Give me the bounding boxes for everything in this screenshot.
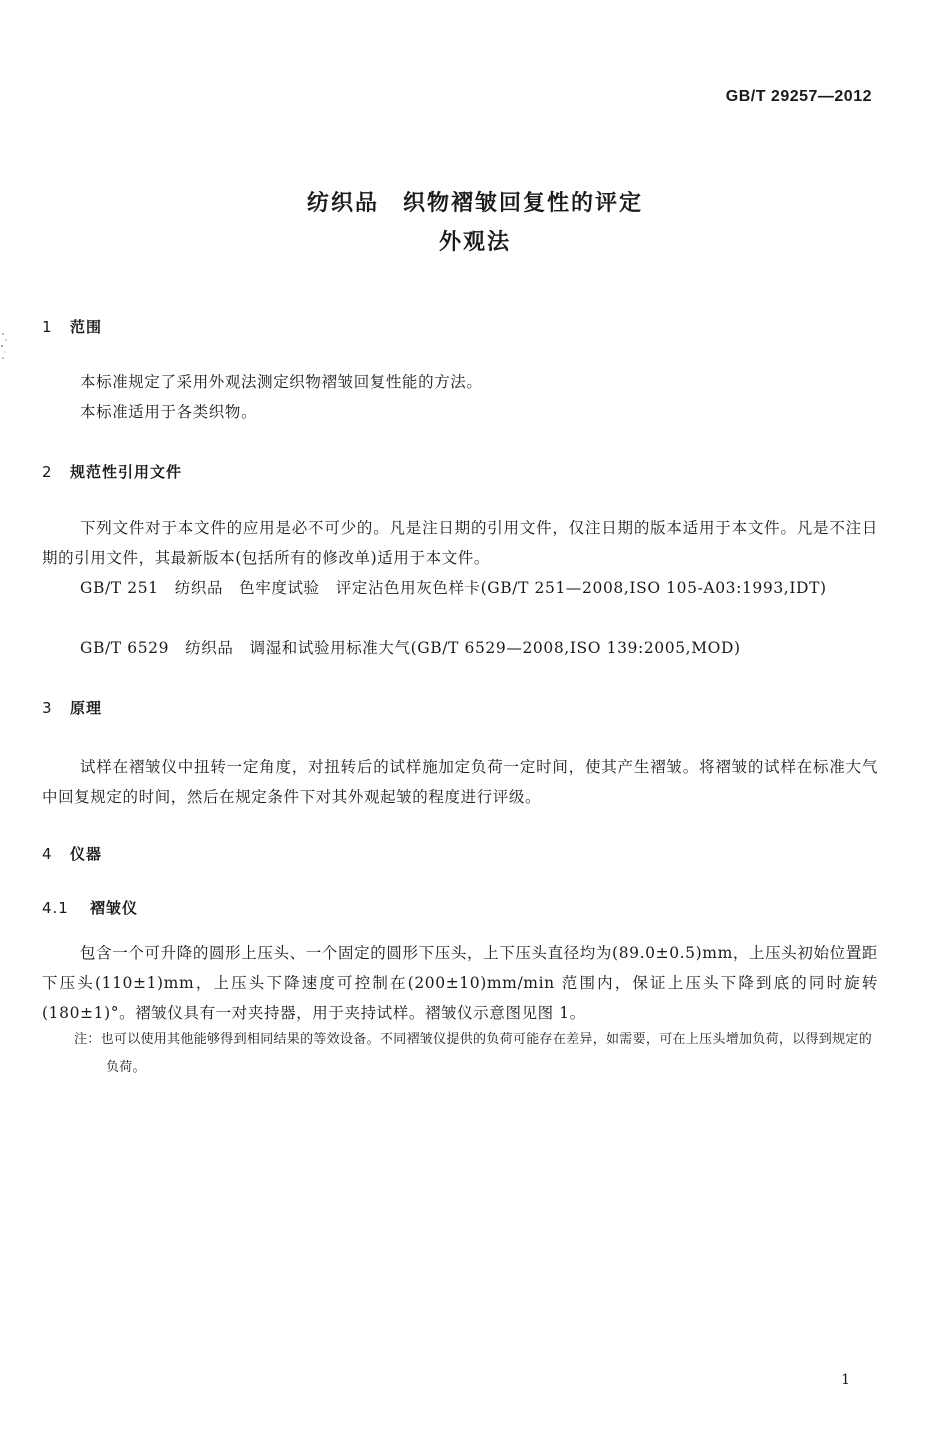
document-title-line2: 外观法 [438,230,511,255]
scan-speck-decoration [0,330,10,366]
section-1-paragraph-2: 本标准适用于各类织物。 [80,403,258,421]
section-title: 褶皱仪 [90,899,139,917]
section-3-paragraph: 试样在褶皱仪中扭转一定角度，对扭转后的试样施加定负荷一定时间，使其产生褶皱。将褶皱的试样在标准大气中回复规定的时间，然后在规定条件下对其外观起皱的程度进行评级。 [42,758,878,806]
section-4-1-paragraph: 包含一个可升降的圆形上压头、一个固定的圆形下压头，上下压头直径均为(89.0±0.5)mm，上压头初始位置距下压头(110±1)mm，上压头下降速度可控制在(200±10)mm/min 范围内，保证上压头下降到底的同时旋转(180±1)°。褶皱仪具有一对夹持器，用于夹持试样。褶皱仪示意图见图 1。 [42,944,878,1022]
section-1-heading [42,316,102,337]
standard-number: GB/T 29257—2012 [725,88,872,105]
section-4-1-note: 注：也可以使用其他能够得到相同结果的等效设备。不同褶皱仪提供的负荷可能存在差异，如需要，可在上压头增加负荷，以得到规定的负荷。 [74,1032,873,1075]
section-3-heading [42,697,102,718]
section-4-1-heading [42,897,138,918]
page-number: 1 [841,1372,850,1388]
section-title: 原理 [70,699,103,717]
section-1-paragraph-1: 本标准规定了采用外观法测定织物褶皱回复性能的方法。 [80,373,483,391]
section-number: 4.1 [42,899,69,917]
section-number: 1 [42,318,53,336]
section-title: 范围 [70,318,103,336]
section-title: 仪器 [70,845,103,863]
section-4-heading [42,843,102,864]
section-title: 规范性引用文件 [70,463,183,481]
section-number: 2 [42,463,53,481]
section-2-intro: 下列文件对于本文件的应用是必不可少的。凡是注日期的引用文件，仅注日期的版本适用于本文件。凡是不注日期的引用文件，其最新版本(包括所有的修改单)适用于本文件。 [42,519,878,567]
normative-reference-1: GB/T 251 纺织品 色牢度试验 评定沾色用灰色样卡(GB/T 251—2008,ISO 105-A03:1993,IDT) [80,579,827,597]
section-2-heading [42,461,182,482]
normative-reference-2: GB/T 6529 纺织品 调湿和试验用标准大气(GB/T 6529—2008,ISO 139:2005,MOD) [80,639,741,657]
document-title-line1: 纺织品 织物褶皱回复性的评定 [306,191,643,216]
section-number: 3 [42,699,53,717]
section-number: 4 [42,845,53,863]
